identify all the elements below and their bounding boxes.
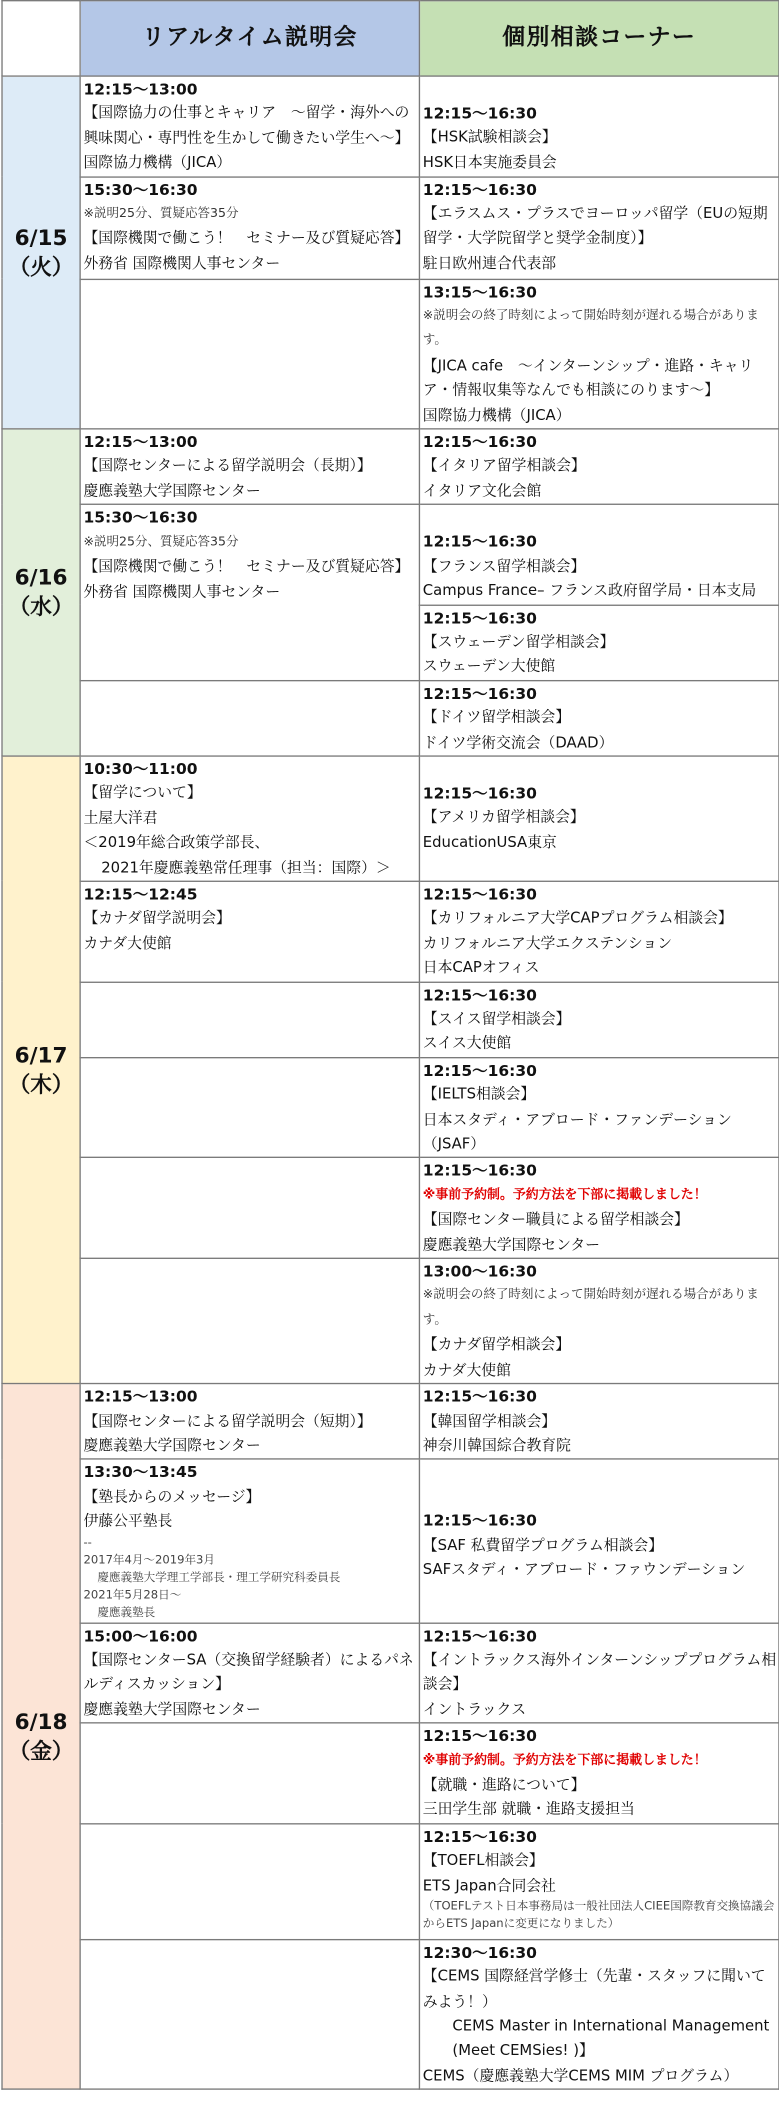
session-title: 【国際センターによる留学説明会（短期）】 [83,1411,372,1430]
date-label: 6/15 [14,224,68,250]
date-label: 6/17 [14,1041,68,1068]
empty-session-cell [80,982,419,1058]
consult-title: 【JICA cafe 〜インターンシップ・進路・キャリア・情報収集等なんでも相談にのります〜】 [422,356,754,399]
schedule-table [1,0,779,2090]
consult-cell [419,279,779,429]
consult-time: 12:15〜16:30 [422,783,537,803]
consult-title: 【CEMS 国際経営学修士（先輩・スタッフに聞いてみよう！） [422,1967,766,2010]
session-org: 伊藤公平塾長 [83,1512,173,1530]
consult-time: 13:00〜16:30 [422,1261,537,1281]
day-6-17-row-1 [2,756,779,881]
day-6-18-row-1 [2,1384,779,1460]
consult-org: カナダ大使館 [422,1360,511,1379]
session-title: 【留学について】 [83,784,202,802]
consult-org: 三田学生部 就職・進路支援担当 [422,1800,635,1819]
day-6-15-row-1 [2,76,779,176]
date-cell-6-15 [2,76,80,429]
consult-title: 【カナダ留学相談会】 [422,1336,571,1354]
empty-session-cell [80,1723,419,1823]
session-time: 15:00〜16:00 [83,1625,198,1645]
consult-time: 12:15〜16:30 [422,432,537,452]
consult-time: 13:15〜16:30 [422,282,537,302]
consult-title: 【イントラックス海外インターンシッププログラム相談会】 [422,1650,777,1694]
consult-title: 【TOEFL相談会】 [422,1851,544,1870]
consult-title: 【エラスムス・プラスでヨーロッパ留学（EUの短期留学・大学院留学と奨学金制度）】 [422,204,768,247]
day-6-18-row-4 [2,1723,779,1823]
session-time: 15:30〜16:30 [83,179,198,199]
empty-session-cell [80,1824,419,1940]
session-extra: ＜2019年総合政策学部長、 [83,833,270,852]
consult-title: 【スウェーデン留学相談会】 [422,632,615,651]
consult-note: （TOEFLテスト日本事務局は一般社団法人CIEE国際教育交換協議会からETS Japanに変更になりました） [422,1899,775,1931]
reservation-warning: ※事前予約制。予約方法を下部に掲載しました！ [422,1752,707,1768]
consult-time: 12:15〜16:30 [422,1060,537,1080]
session-title: 【国際機関で働こう！ セミナー及び質疑応答】 [83,229,410,247]
consult-cell [419,605,779,681]
consult-time: 12:15〜16:30 [422,532,537,552]
consult-title: 【韓国留学相談会】 [422,1411,557,1430]
day-6-15-row-2 [2,177,779,279]
consult-org: ETS Japan合同会社 [422,1876,556,1894]
consult-time: 12:30〜16:30 [422,1942,537,1962]
consult-cell [419,1623,779,1723]
consult-org: スイス大使館 [422,1034,512,1053]
career-line: 慶應義塾大学理工学部長・理工学研究科委員長 [97,1570,341,1585]
consult-org-2: 日本CAPオフィス [422,958,540,977]
day-6-17-row-6 [2,1258,779,1383]
weekday-label: （火） [8,253,74,280]
day-6-18-row-6 [2,1939,779,2089]
empty-session-cell [80,1939,419,2089]
consult-cell [419,505,779,605]
consult-title: 【スイス留学相談会】 [422,1009,571,1028]
consult-cell [419,177,779,279]
consult-org: CEMS（慶應義塾大学CEMS MIM プログラム） [422,2066,739,2085]
session-cell [80,76,419,176]
session-org: カナダ大使館 [83,934,172,952]
session-note: ※説明25分、質疑応答35分 [83,206,239,221]
consult-title: 【国際センター職員による留学相談会】 [422,1210,689,1229]
consult-time: 12:15〜16:30 [422,683,537,703]
consult-title: 【ドイツ留学相談会】 [422,708,571,726]
consult-time: 12:15〜16:30 [422,1826,537,1846]
career-line: 2017年4月〜2019年3月 [83,1553,215,1567]
empty-session-cell [80,279,419,429]
career-line: 2021年5月28日〜 [83,1588,182,1602]
consult-org: 神奈川韓国綜合教育院 [422,1436,571,1455]
session-note: ※説明25分、質疑応答35分 [83,534,239,549]
career-line: 慶應義塾長 [97,1605,156,1620]
header-consultation: 個別相談コーナー [419,1,779,76]
session-title: 【カナダ留学説明会】 [83,909,231,927]
session-title: 【国際センターSA（交換留学経験者）によるパネルディスカッション】 [83,1650,414,1694]
session-cell [80,881,419,981]
date-label: 6/18 [14,1708,68,1734]
consult-time: 12:15〜16:30 [422,179,537,199]
consult-org: 日本スタディ・アブロード・ファンデーション（JSAF） [422,1110,732,1153]
weekday-label: （木） [8,1071,74,1097]
session-title: 【国際センターによる留学説明会（長期）】 [83,457,372,475]
day-6-17-row-3 [2,982,779,1058]
session-cell [80,505,419,681]
consult-cell [419,429,779,505]
consult-cell [419,1158,779,1258]
consult-cell [419,1939,779,2089]
session-org: 慶應義塾大学国際センター [83,1436,261,1455]
consult-time: 12:15〜16:30 [422,1161,537,1181]
date-cell-6-18 [2,1384,80,2090]
empty-session-cell [80,1057,419,1157]
session-cell [80,177,419,279]
consult-title: 【就職・進路について】 [422,1775,586,1794]
session-time: 12:15〜12:45 [83,884,198,904]
day-6-16-row-2 [2,505,779,605]
consult-title: 【アメリカ留学相談会】 [422,808,585,826]
session-title: 【塾長からのメッセージ】 [83,1487,261,1506]
day-6-17-row-2 [2,881,779,981]
header-row [2,1,779,76]
consult-cell [419,76,779,176]
session-org: 外務省 国際機関人事センター [83,254,281,272]
consult-title: 【IELTS相談会】 [422,1085,536,1104]
session-org: 外務省 国際機関人事センター [83,582,281,600]
consult-subtitle: CEMS Master in International Management (Meet CEMSies! )】 [452,2017,770,2060]
consult-org: Campus France– フランス政府留学局・日本支局 [422,581,757,600]
consult-time: 12:15〜16:30 [422,1726,537,1746]
consult-time: 12:15〜16:30 [422,1511,537,1531]
day-6-16-row-1 [2,429,779,505]
consult-title: 【HSK試験相談会】 [422,128,557,146]
header-corner [2,1,80,76]
consult-title: 【カリフォルニア大学CAPプログラム相談会】 [422,909,733,927]
consult-org: SAFスタディ・アブロード・ファウンデーション [422,1560,746,1579]
career-divider: -- [83,1535,92,1550]
empty-session-cell [80,1158,419,1258]
day-6-17-row-5 [2,1158,779,1258]
session-cell [80,1384,419,1460]
weekday-label: （水） [8,593,74,620]
day-6-17-row-4 [2,1057,779,1157]
session-org: 慶應義塾大学国際センター [83,481,261,500]
date-label: 6/16 [14,564,68,590]
day-6-18-row-2 [2,1459,779,1622]
session-title: 【国際協力の仕事とキャリア 〜留学・海外への興味関心・専門性を生かして働きたい学生へ〜】 [83,104,410,147]
day-6-15-row-3 [2,279,779,429]
session-cell [80,429,419,505]
date-cell-6-16 [2,429,80,756]
consult-note: ※説明会の終了時刻によって開始時刻が遅れる場合があります。 [422,1287,759,1328]
consult-org: HSK日本実施委員会 [422,153,557,171]
day-6-16-row-4 [2,680,779,756]
date-cell-6-17 [2,756,80,1384]
consult-time: 12:15〜16:30 [422,103,537,123]
consult-cell [419,1384,779,1460]
session-org: 慶應義塾大学国際センター [83,1700,261,1718]
consult-org: イタリア文化会館 [422,481,542,500]
consult-cell [419,982,779,1058]
consult-cell [419,1723,779,1823]
consult-cell [419,1824,779,1940]
consult-note: ※説明会の終了時刻によって開始時刻が遅れる場合があります。 [422,308,759,348]
empty-session-cell [80,1258,419,1383]
session-extra: 2021年慶應義塾常任理事（担当：国際）＞ [101,858,391,876]
consult-org: カリフォルニア大学エクステンション [422,934,673,952]
consult-cell [419,680,779,756]
consult-cell [419,756,779,881]
consult-time: 12:15〜16:30 [422,607,537,627]
consult-org: イントラックス [422,1700,527,1718]
consult-cell [419,881,779,981]
session-time: 12:15〜13:00 [83,1387,198,1406]
session-org: 土屋大洋君 [83,808,158,827]
consult-org: 慶應義塾大学国際センター [422,1235,600,1254]
consult-cell [419,1459,779,1622]
consult-org: 駐日欧州連合代表部 [422,254,557,272]
consult-org: EducationUSA東京 [422,833,557,851]
consult-cell [419,1057,779,1157]
consult-title: 【SAF 私費留学プログラム相談会】 [422,1535,664,1554]
consult-title: 【フランス留学相談会】 [422,557,586,575]
session-time: 15:30〜16:30 [83,508,198,527]
session-time: 13:30〜13:45 [83,1462,198,1482]
empty-session-cell [80,680,419,756]
consult-org: ドイツ学術交流会（DAAD） [422,733,614,751]
consult-cell [419,1258,779,1383]
session-cell [80,1459,419,1622]
session-time: 12:15〜13:00 [83,79,198,99]
weekday-label: （金） [8,1737,74,1764]
session-time: 10:30〜11:00 [83,759,198,779]
session-time: 12:15〜13:00 [83,432,198,452]
reservation-warning: ※事前予約制。予約方法を下部に掲載しました！ [422,1187,707,1203]
consult-time: 12:15〜16:30 [422,1625,537,1645]
consult-org: スウェーデン大使館 [422,657,556,676]
consult-title: 【イタリア留学相談会】 [422,457,586,475]
header-realtime: リアルタイム説明会 [80,1,419,76]
session-cell [80,756,419,881]
session-org: 国際協力機構（JICA） [83,153,232,172]
session-title: 【国際機関で働こう！ セミナー及び質疑応答】 [83,557,410,576]
consult-time: 12:15〜16:30 [422,884,537,904]
consult-org: 国際協力機構（JICA） [422,406,571,424]
session-cell [80,1623,419,1723]
day-6-18-row-3 [2,1623,779,1723]
consult-time: 12:15〜16:30 [422,1387,537,1406]
consult-time: 12:15〜16:30 [422,985,537,1004]
day-6-18-row-5 [2,1824,779,1940]
